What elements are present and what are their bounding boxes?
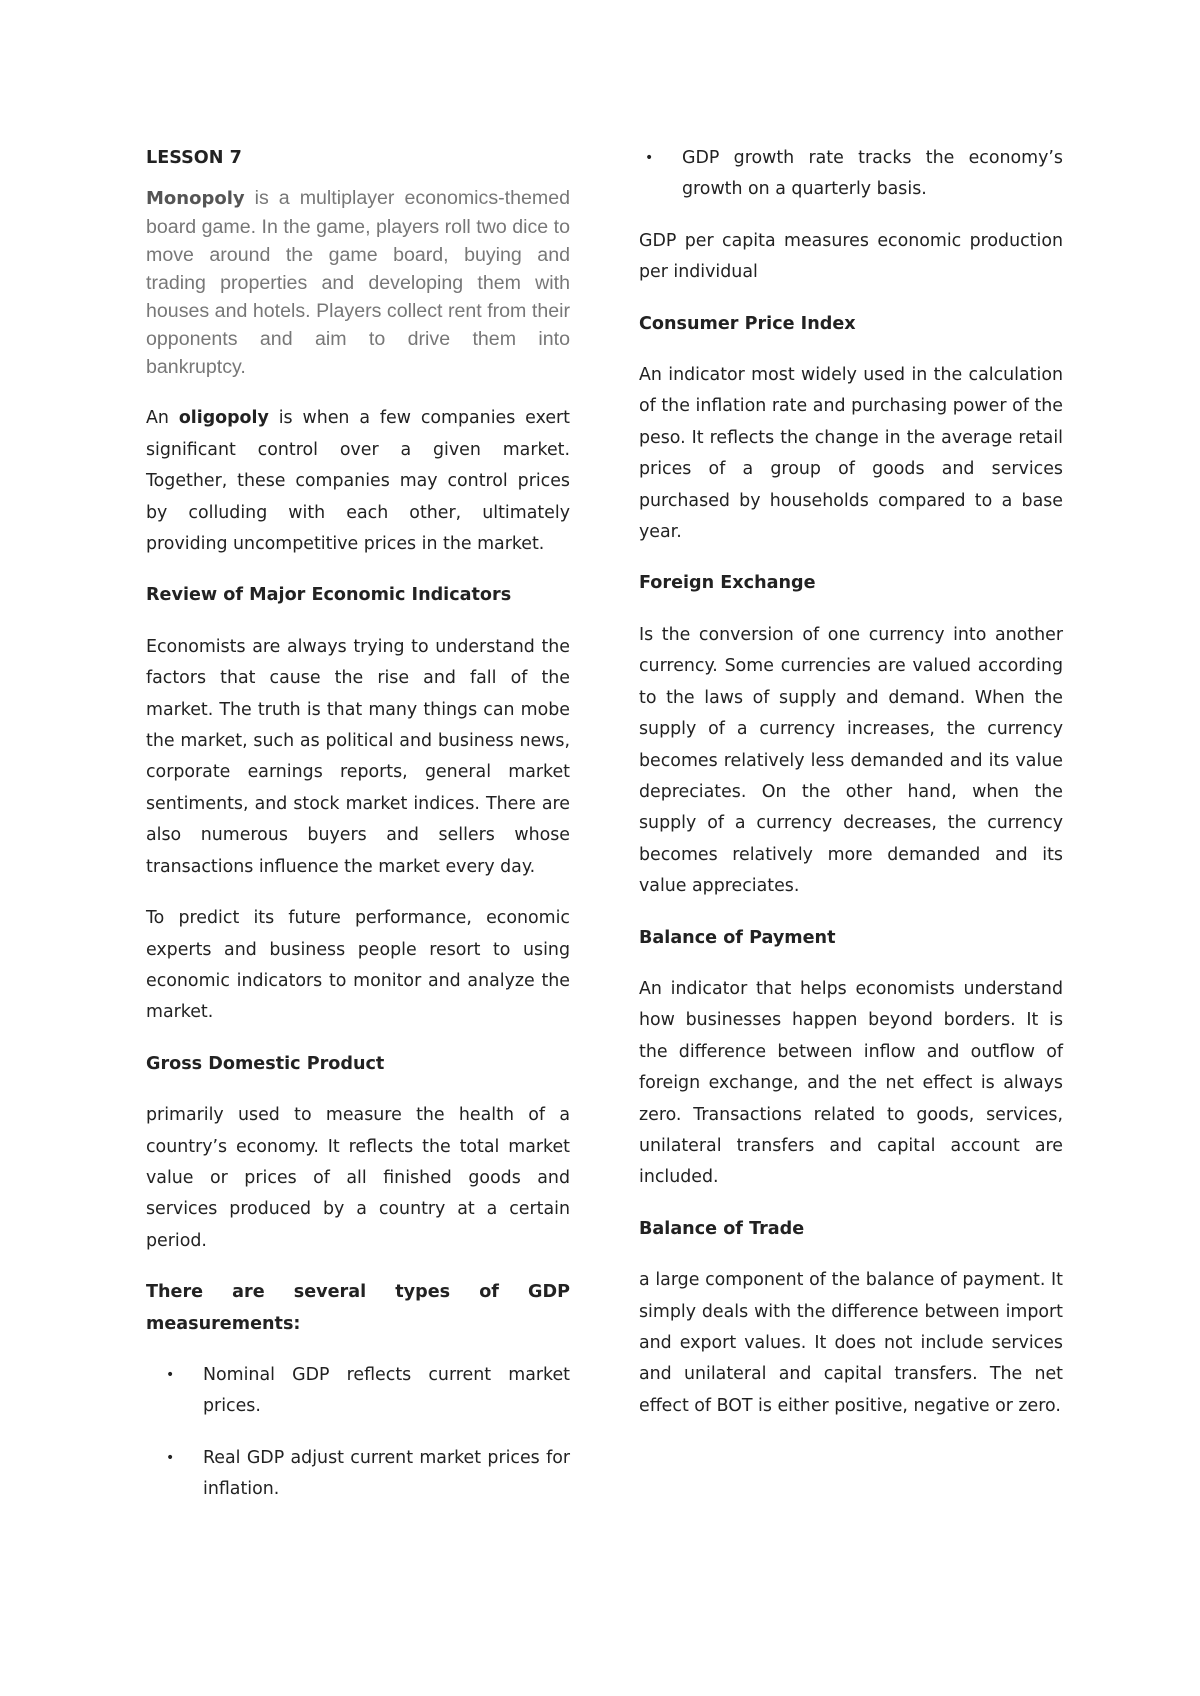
gdp-heading: Gross Domestic Product: [146, 1053, 385, 1074]
oligopoly-term: oligopoly: [178, 408, 269, 429]
gdp-paragraph: primarily used to measure the health of a country’s economy. It reflects the total market value or prices of all finished goods and services produced by a country at a certain period.: [146, 1105, 570, 1251]
list-item: [146, 1443, 570, 1506]
gdp-types-heading: There are several types of GDP measurements:: [146, 1282, 570, 1334]
oligopoly-text: is when a few companies exert significant control over a given market. Together, these companies may control prices by colluding with each other, ultimately providing uncompetitive prices in the market.: [146, 408, 571, 555]
oligopoly-prefix: An: [146, 408, 179, 429]
bullet-icon: •: [166, 1449, 175, 1466]
economists-paragraph: Economists are always trying to understand the factors that cause the rise and fall of the market. The truth is that many things can mobe the market, such as political and business news, corporate earnings reports, general market sentiments, and stock market indices. There are also numerous buyers and sellers whose transactions influence the market every day.: [146, 636, 570, 877]
list-item-text: Nominal GDP reflects current market prices.: [203, 1364, 570, 1417]
lesson-heading: LESSON 7: [146, 148, 242, 168]
bullet-icon: •: [166, 1366, 175, 1383]
per-capita-paragraph: GDP per capita measures economic production per individual: [639, 230, 1063, 283]
predict-paragraph: To predict its future performance, economic experts and business people resort to using economic indicators to monitor and analyze the market.: [146, 908, 570, 1023]
bot-heading: Balance of Trade: [639, 1218, 805, 1239]
right-column: [639, 143, 1063, 1442]
list-item: [639, 143, 1063, 206]
review-heading: Review of Major Economic Indicators: [146, 585, 512, 606]
oligopoly-paragraph: [146, 403, 570, 560]
bop-paragraph: An indicator that helps economists understand how businesses happen beyond borders. It is the difference between inflow and outflow of foreign exchange, and the net effect is always zero. Transactions related to goods, services, unilateral transfers and capital account are included.: [639, 978, 1063, 1188]
list-item-text: GDP growth rate tracks the economy’s growth on a quarterly basis.: [682, 148, 1063, 200]
gdp-types-list: [146, 1360, 570, 1506]
list-item: [146, 1360, 570, 1423]
left-column: [146, 143, 570, 1526]
list-item-text: Real GDP adjust current market prices for inflation.: [203, 1447, 570, 1500]
cpi-paragraph: An indicator most widely used in the calculation of the inflation rate and purchasing power of the peso. It reflects the change in the average retail prices of a group of goods and services purchased by households compared to a base year.: [639, 365, 1063, 543]
bot-paragraph: a large component of the balance of payment. It simply deals with the difference between import and export values. It does not include services and unilateral and capital transfers. The net effect of BOT is either positive, negative or zero.: [639, 1270, 1063, 1416]
bullet-icon: •: [645, 150, 654, 166]
cpi-heading: Consumer Price Index: [639, 313, 856, 334]
fx-heading: Foreign Exchange: [639, 573, 816, 594]
gdp-types-list-continued: [639, 143, 1063, 206]
monopoly-paragraph: [146, 184, 570, 381]
monopoly-text: is a multiplayer economics-themed board game. In the game, players roll two dice to move around the game board, buying and trading properties and developing them with houses and hotels. Players collect rent from their opponents and aim to drive them into bankruptcy.: [146, 187, 570, 379]
fx-paragraph: Is the conversion of one currency into another currency. Some currencies are valued according to the laws of supply and demand. When the supply of a currency increases, the currency becomes relatively less demanded and its value depreciates. On the other hand, when the supply of a currency decreases, the currency becomes relatively more demanded and its value appreciates.: [639, 624, 1063, 897]
monopoly-term: Monopoly: [146, 188, 245, 210]
bop-heading: Balance of Payment: [639, 927, 836, 948]
